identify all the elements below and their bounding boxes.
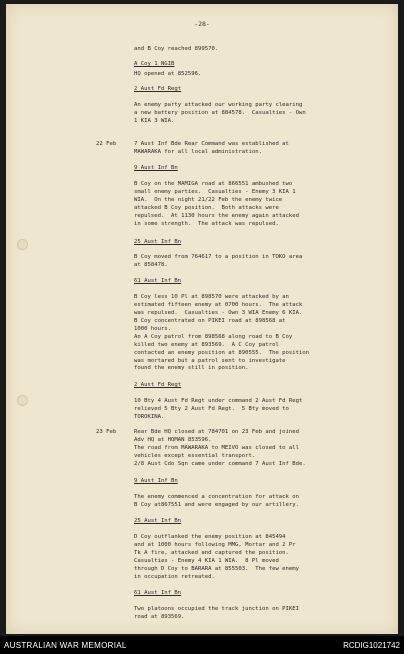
entry-text: Rear Bde HQ closed at 784701 on 23 Feb and joined Adv HQ at HOMAN 853596. The road from MAWARAKA to MEIVO was closed to all vehicles except essential transport. 2/8 Aust Cdo Sqn came under command 7 Aust Inf Bde. — [134, 429, 306, 467]
unit-heading: 9 Aust Inf Bn — [134, 165, 178, 171]
record-id: RCDIG1021742 — [343, 641, 400, 650]
unit-heading: 9 Aust Inf Bn — [134, 478, 178, 484]
entry-text: 7 Aust Inf Bde Rear Command was established at MAWARAKA for all local administration. — [134, 141, 289, 155]
page-number: -28- — [194, 20, 210, 28]
entry-text: and B Coy reached 899570. — [134, 46, 219, 52]
entry-text: B Coy moved from 764617 to a position in TOKO area at 858478. — [134, 254, 303, 268]
entry-text: B Coy less 10 Pl at 898570 were attacked by an estimated fifteen enemy at 0700 hours. The attack was repulsed. Casualties - Own 3 WIA Enemy 6 KIA. B Coy concentrated on PIKEI road at 898568 at 1000 hours. An A Coy patrol from 898568 along road to B Coy killed two enemy at 893569. A C Coy patrol contacted an enemy position at 890555. The position was mortared but a patrol sent to investigate found the enemy still in position. — [134, 294, 310, 372]
document-page — [6, 4, 398, 634]
unit-heading: 2 Aust Fd Regt — [134, 382, 182, 388]
entry-text: The enemy commenced a concentration for attack on B Coy at867551 and were engaged by our artillery. — [134, 494, 300, 508]
unit-heading: 2 Aust Fd Regt — [134, 86, 182, 92]
entry-text: HQ opened at 852596. — [134, 71, 202, 77]
entry-text: 10 Bty 4 Aust Fd Regt under command 2 Aust Fd Regt relieved 5 Bty 2 Aust Fd Regt. 5 Bty moved to TOROKINA. — [134, 398, 303, 420]
entry-text: B Coy on the MAMIGA road at 866551 ambushed two small enemy parties. Casualties - Enemy 3 KIA 1 WIA. On the night 21/22 Feb the enemy twice attacked B Coy position. Both attacks were repulsed. At 1130 hours the enemy again attacked in some strength. The attack was repulsed. — [134, 181, 300, 227]
punch-hole — [18, 240, 27, 249]
entry-text: D Coy outflanked the enemy position at 845494 and at 1000 hours following MMG, Mortar and 2 Pr Tk A fire, attacked and captured the position. Casualties - Enemy 4 KIA 1 WIA. 8 Pl moved through D Coy to BARARA at 855503. The few enemy in occupation retreated. — [134, 534, 300, 580]
archive-name: AUSTRALIAN WAR MEMORIAL — [4, 641, 127, 650]
unit-heading: A Coy 1 NGIB — [134, 61, 175, 67]
entry-date: 22 Feb — [96, 141, 117, 147]
archive-footer — [0, 636, 404, 654]
entry-text: An enemy party attacked our working party clearing a new battery position at 884578. Casualties - Own 1 KIA 3 WIA. — [134, 102, 306, 124]
entry-text: Two platoons occupied the track junction on PIKEI road at 893569. — [134, 606, 300, 620]
punch-hole — [18, 396, 27, 405]
unit-heading: 25 Aust Inf Bn — [134, 239, 182, 245]
unit-heading: 61 Aust Inf Bn — [134, 278, 182, 284]
unit-heading: 61 Aust Inf Bn — [134, 590, 182, 596]
unit-heading: 25 Aust Inf Bn — [134, 518, 182, 524]
entry-date: 23 Feb — [96, 429, 117, 435]
